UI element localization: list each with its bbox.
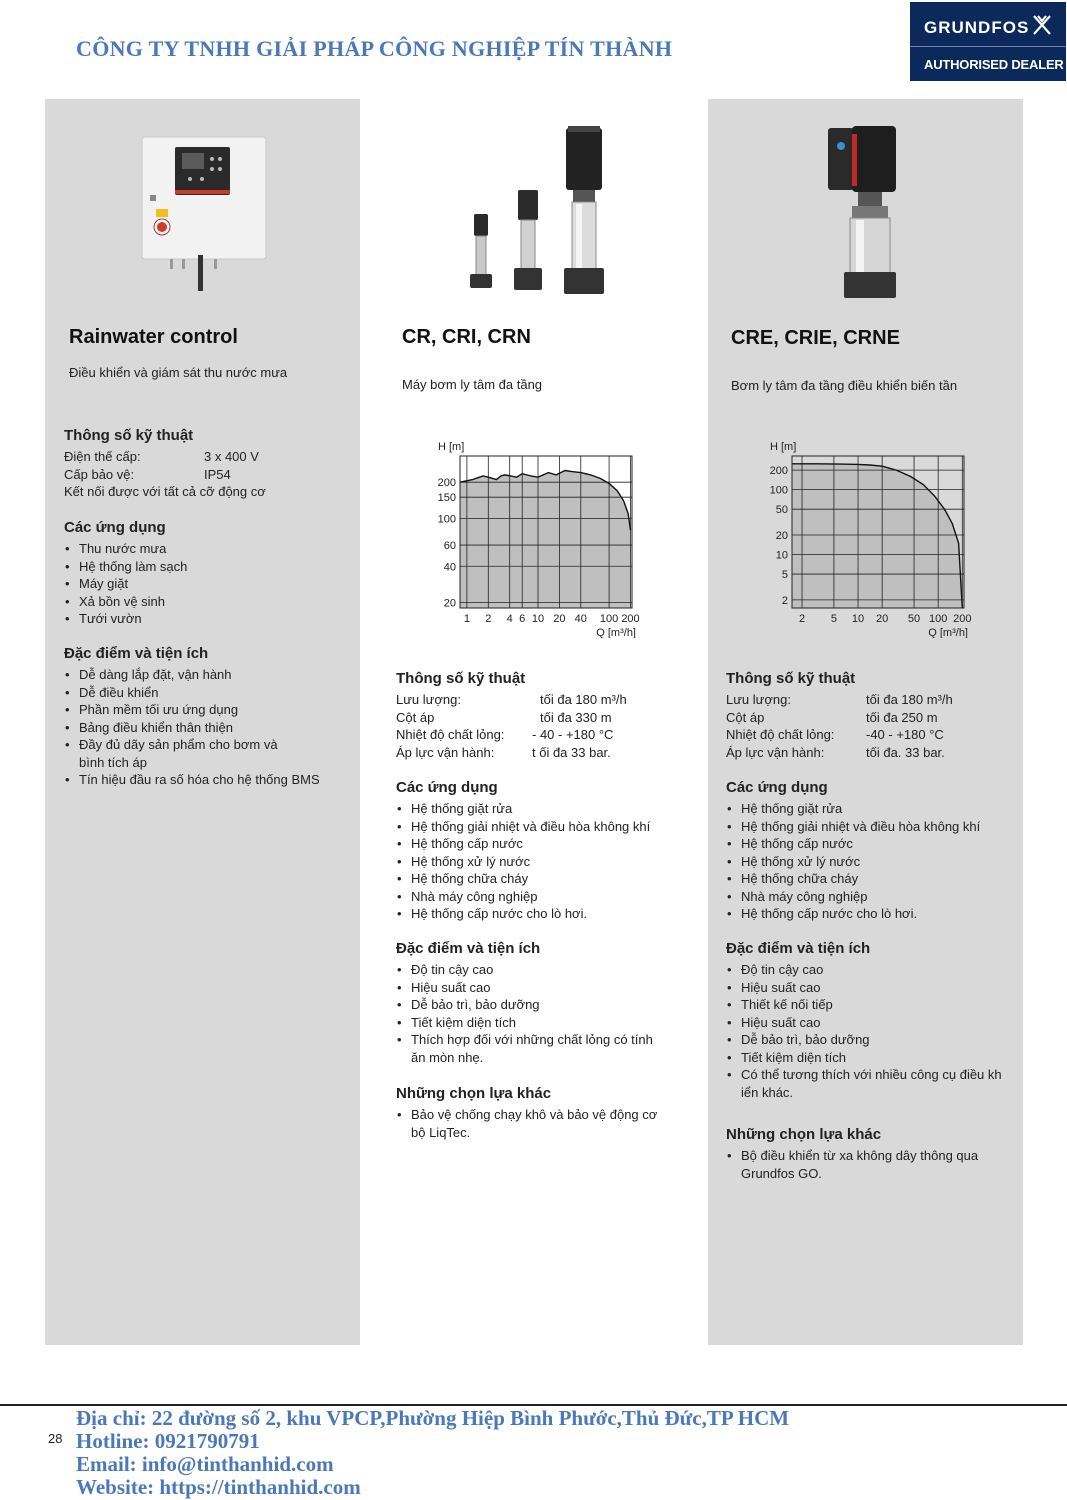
list-item: • Đầy đủ dãy sản phẩm cho bơm và bình tích áp: [64, 736, 304, 771]
col1-spec-note: Kết nối được với tất cả cỡ động cơ: [64, 484, 266, 499]
col1-feat-heading: Đặc điểm và tiện ích: [64, 645, 209, 662]
list-item: • Nhà máy công nghiệp: [726, 888, 1016, 906]
list-item: • Hiệu suất cao: [726, 1014, 1016, 1032]
y-tick-label: 10: [775, 549, 788, 562]
col3-features: [726, 940, 1016, 1101]
col1-features: [64, 645, 354, 789]
logo-tagline: AUTHORISED DEALER: [924, 57, 1064, 72]
list-item: • Dễ điều khiển: [64, 684, 354, 702]
x-tick-label: 100: [928, 613, 948, 625]
y-tick-label: 40: [443, 561, 456, 574]
list-item: • Thiết kế nối tiếp: [726, 996, 1016, 1014]
list-item: • Nhà máy công nghiệp: [396, 888, 686, 906]
x-tick-label: 10: [531, 613, 545, 625]
y-axis-label: H [m]: [770, 441, 797, 453]
col2-specs: [396, 670, 696, 761]
x-axis-label: Q [m³/h]: [928, 627, 968, 638]
col3-apps: [726, 779, 1016, 923]
col3-specs-heading: Thông số kỹ thuật: [726, 670, 856, 687]
col1-apps: [64, 519, 354, 628]
col2-opt-heading: Những chọn lựa khác: [396, 1085, 552, 1102]
list-item: • Máy giặt: [64, 575, 354, 593]
list-item: • Hệ thống chữa cháy: [396, 870, 686, 888]
col3-spec-row: Cột áp tối đa 250 m: [726, 709, 938, 725]
list-item: • Dễ dàng lắp đặt, vận hành: [64, 666, 354, 684]
x-tick-label: 2: [485, 613, 492, 625]
col2-title: CR, CRI, CRN: [402, 326, 531, 348]
x-tick-label: 6: [519, 613, 526, 625]
col3-spec-row: Nhiệt độ chất lỏng: -40 - +180 °C: [726, 727, 944, 742]
col2-apps-heading: Các ứng dụng: [396, 779, 498, 796]
col2-options: [396, 1085, 666, 1141]
y-tick-label: 200: [769, 465, 788, 478]
col2-spec-row: Áp lực vận hành: t ối đa 33 bar.: [396, 744, 611, 760]
list-item: • Độ tin cậy cao: [726, 961, 1016, 979]
x-tick-label: 10: [851, 613, 865, 625]
x-tick-label: 100: [599, 613, 619, 625]
col1-specs: [64, 427, 354, 501]
col2-spec-row: Nhiệt độ chất lỏng: - 40 - +180 °C: [396, 727, 614, 742]
col1-subtitle: Điều khiển và giám sát thu nước mưa: [69, 365, 288, 380]
x-tick-label: 20: [553, 613, 566, 625]
list-item: • Thích hợp đối với những chất lỏng có tính ăn mòn nhẹ.: [396, 1031, 656, 1066]
y-tick-label: 20: [443, 597, 456, 610]
footer-hotline: Hotline: 0921790791: [76, 1429, 260, 1453]
list-item: • Hệ thống cấp nước: [396, 835, 686, 853]
list-item: • Độ tin cậy cao: [396, 961, 666, 979]
rainwater-control-image: [140, 135, 270, 295]
list-item: • Tiết kiệm diện tích: [726, 1049, 1016, 1067]
company-name: CÔNG TY TNHH GIẢI PHÁP CÔNG NGHIỆP TÍN THÀNH: [76, 36, 673, 61]
cre-performance-chart: [722, 438, 992, 638]
y-tick-label: 200: [437, 477, 456, 490]
col2-spec-row: Cột áp tối đa 330 m: [396, 709, 612, 725]
list-item: • Hệ thống giặt rửa: [726, 800, 1016, 818]
col3-spec-row: Áp lực vận hành: tối đa. 33 bar.: [726, 744, 945, 760]
col3-subtitle: Bơm ly tâm đa tầng điều khiển biến tần: [731, 378, 958, 393]
x-tick-label: 200: [621, 613, 640, 625]
list-item: • Bộ điều khiển từ xa không dây thông qua Grundfos GO.: [726, 1147, 1003, 1182]
list-item: • Bảo vệ chống chạy khô và bảo vệ động cơ bộ LiqTec.: [396, 1106, 663, 1141]
col2-apps: [396, 779, 686, 923]
y-axis-label: H [m]: [438, 441, 465, 453]
col2-features: [396, 940, 666, 1066]
col3-apps-heading: Các ứng dụng: [726, 779, 828, 796]
y-tick-label: 20: [775, 530, 788, 543]
list-item: • Phần mềm tối ưu ứng dụng: [64, 701, 354, 719]
list-item: • Hệ thống chữa cháy: [726, 870, 1016, 888]
x-axis-label: Q [m³/h]: [596, 627, 636, 638]
col2-feat-heading: Đặc điểm và tiện ích: [396, 940, 541, 957]
col3-opt-heading: Những chọn lựa khác: [726, 1126, 882, 1143]
list-item: • Hệ thống giải nhiệt và điều hòa không khí: [396, 818, 686, 836]
col2-specs-heading: Thông số kỹ thuật: [396, 670, 526, 687]
x-tick-label: 1: [463, 613, 470, 625]
y-tick-label: 100: [769, 484, 788, 497]
grundfos-mark-icon: [1032, 14, 1052, 36]
cre-pump-image: [822, 124, 902, 302]
col1-apps-heading: Các ứng dụng: [64, 519, 166, 536]
col3-specs: [726, 670, 1016, 761]
list-item: • Dễ bảo trì, bảo dưỡng: [396, 996, 666, 1014]
logo-brand: GRUNDFOS: [924, 18, 1030, 37]
col1-spec-row: Cấp bảo vệ: IP54: [64, 466, 231, 482]
x-tick-label: 4: [506, 613, 513, 625]
list-item: • Xả bồn vệ sinh: [64, 593, 354, 611]
list-item: • Hệ thống xử lý nước: [396, 853, 686, 871]
footer-contact: [76, 1407, 789, 1499]
col3-spec-row: Lưu lượng: tối đa 180 m³/h: [726, 692, 953, 707]
x-tick-label: 2: [798, 613, 806, 625]
col1-title: Rainwater control: [69, 326, 238, 348]
col2-subtitle: Máy bơm ly tâm đa tầng: [402, 377, 543, 392]
list-item: • Có thể tương thích với nhiều công cụ điều khiển khác.: [726, 1066, 1003, 1101]
list-item: • Hệ thống cấp nước cho lò hơi.: [726, 905, 1016, 923]
grundfos-logo: [910, 2, 1066, 81]
y-tick-label: 150: [437, 492, 456, 505]
col1-specs-heading: Thông số kỹ thuật: [64, 427, 194, 444]
list-item: • Tiết kiệm diện tích: [396, 1014, 666, 1032]
footer-email: Email: info@tinthanhid.com: [76, 1452, 334, 1476]
x-tick-label: 50: [907, 613, 921, 625]
list-item: • Hệ thống làm sạch: [64, 558, 354, 576]
col3-title: CRE, CRIE, CRNE: [731, 327, 900, 349]
col2-spec-row: Lưu lượng: tối đa 180 m³/h: [396, 692, 627, 707]
list-item: • Tưới vườn: [64, 610, 354, 628]
list-item: • Hệ thống cấp nước cho lò hơi.: [396, 905, 686, 923]
y-tick-label: 100: [437, 513, 456, 526]
list-item: • Dễ bảo trì, bảo dưỡng: [726, 1031, 1016, 1049]
x-tick-label: 40: [574, 613, 587, 625]
y-tick-label: 60: [443, 540, 456, 553]
cr-performance-chart: [390, 438, 660, 638]
list-item: • Hệ thống giặt rửa: [396, 800, 686, 818]
list-item: • Hệ thống cấp nước: [726, 835, 1016, 853]
chart-area-fill: [460, 471, 631, 609]
list-item: • Thu nước mưa: [64, 540, 354, 558]
footer-website: Website: https://tinthanhid.com: [76, 1475, 361, 1499]
x-tick-label: 200: [953, 613, 972, 625]
footer-address: Địa chỉ: 22 đường số 2, khu VPCP,Phường Hiệp Bình Phước,Thủ Đức,TP HCM: [76, 1406, 790, 1430]
chart-area-fill: [792, 464, 962, 608]
col3-feat-heading: Đặc điểm và tiện ích: [726, 940, 871, 957]
list-item: • Hệ thống xử lý nước: [726, 853, 1016, 871]
x-tick-label: 20: [876, 613, 889, 625]
list-item: • Hiệu suất cao: [726, 979, 1016, 997]
y-tick-label: 2: [781, 594, 788, 607]
y-tick-label: 5: [781, 569, 788, 582]
list-item: • Bảng điều khiển thân thiện: [64, 719, 354, 737]
cr-pumps-image: [462, 122, 617, 297]
page-number: 28: [48, 1431, 63, 1446]
list-item: • Tín hiệu đầu ra số hóa cho hệ thống BMS: [64, 771, 354, 789]
col1-spec-row: Điện thế cấp: 3 x 400 V: [64, 449, 259, 464]
col3-options: [726, 1126, 1016, 1182]
list-item: • Hệ thống giải nhiệt và điều hòa không khí: [726, 818, 1016, 836]
list-item: • Hiệu suất cao: [396, 979, 666, 997]
y-tick-label: 50: [775, 504, 788, 517]
x-tick-label: 5: [830, 613, 837, 625]
